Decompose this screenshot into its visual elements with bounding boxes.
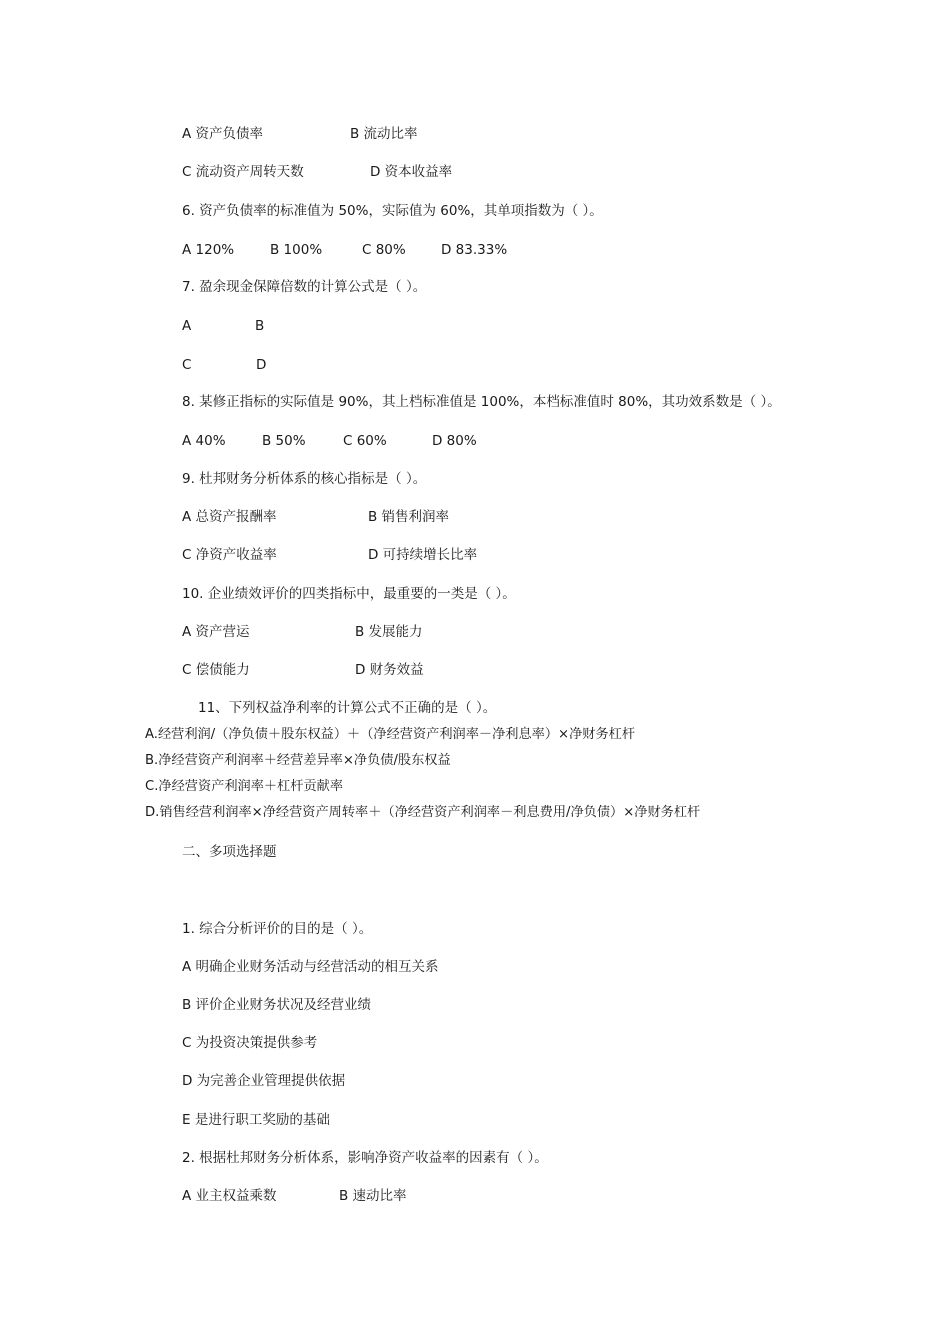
q9-option-b: B 销售利润率 — [368, 509, 450, 525]
q11-option-c: C.净经营资产利润率＋杠杆贡献率 — [145, 779, 344, 794]
q5-option-b: B 流动比率 — [350, 126, 418, 142]
q7-option-d: D — [256, 357, 267, 373]
q7-stem: 7. 盈余现金保障倍数的计算公式是（ ）。 — [182, 279, 427, 295]
q6-option-c: C 80% — [362, 242, 406, 258]
q11-option-b: B.净经营资产利润率＋经营差异率×净负债/股东权益 — [145, 753, 451, 768]
q10-option-c: C 偿债能力 — [182, 662, 250, 678]
q8-option-d: D 80% — [432, 433, 477, 449]
q10-option-b: B 发展能力 — [355, 624, 423, 640]
q9-option-c: C 净资产收益率 — [182, 547, 277, 563]
q8-option-b: B 50% — [262, 433, 306, 449]
q9-stem: 9. 杜邦财务分析体系的核心指标是（ ）。 — [182, 471, 427, 487]
q7-option-a: A — [182, 318, 192, 334]
q11-option-d: D.销售经营利润率×净经营资产周转率＋（净经营资产利润率－利息费用/净负债）×净财务杠杆 — [145, 805, 701, 820]
q11-stem: 11、下列权益净利率的计算公式不正确的是（ ）。 — [198, 700, 497, 716]
m2-option-b: B 速动比率 — [339, 1188, 407, 1204]
m1-option-e: E 是进行职工奖励的基础 — [182, 1112, 330, 1128]
q11-option-a: A.经营利润/（净负债＋股东权益）＋（净经营资产利润率－净利息率）×净财务杠杆 — [145, 727, 636, 742]
m2-option-a: A 业主权益乘数 — [182, 1188, 277, 1204]
q10-option-d: D 财务效益 — [355, 662, 424, 678]
q6-option-d: D 83.33% — [441, 242, 508, 258]
q7-option-b: B — [255, 318, 265, 334]
q7-option-c: C — [182, 357, 192, 373]
q10-option-a: A 资产营运 — [182, 624, 250, 640]
m1-option-d: D 为完善企业管理提供依据 — [182, 1073, 346, 1089]
q5-option-a: A 资产负债率 — [182, 126, 264, 142]
m1-stem: 1. 综合分析评价的目的是（ ）。 — [182, 921, 373, 937]
q9-option-d: D 可持续增长比率 — [368, 547, 478, 563]
m1-option-c: C 为投资决策提供参考 — [182, 1035, 318, 1051]
m1-option-a: A 明确企业财务活动与经营活动的相互关系 — [182, 959, 439, 975]
q6-stem: 6. 资产负债率的标准值为 50%，实际值为 60%，其单项指数为（ ）。 — [182, 203, 603, 219]
q6-option-b: B 100% — [270, 242, 323, 258]
q9-option-a: A 总资产报酬率 — [182, 509, 277, 525]
section-title: 二、多项选择题 — [182, 844, 277, 860]
q10-stem: 10. 企业绩效评价的四类指标中，最重要的一类是（ ）。 — [182, 586, 516, 602]
m1-option-b: B 评价企业财务状况及经营业绩 — [182, 997, 372, 1013]
q5-option-d: D 资本收益率 — [370, 164, 453, 180]
q5-option-c: C 流动资产周转天数 — [182, 164, 304, 180]
q8-option-c: C 60% — [343, 433, 387, 449]
q8-option-a: A 40% — [182, 433, 226, 449]
q8-stem: 8. 某修正指标的实际值是 90%，其上档标准值是 100%，本档标准值时 80%，其功效系数是（ ）。 — [182, 394, 781, 410]
q6-option-a: A 120% — [182, 242, 235, 258]
m2-stem: 2. 根据杜邦财务分析体系，影响净资产收益率的因素有（ ）。 — [182, 1150, 548, 1166]
